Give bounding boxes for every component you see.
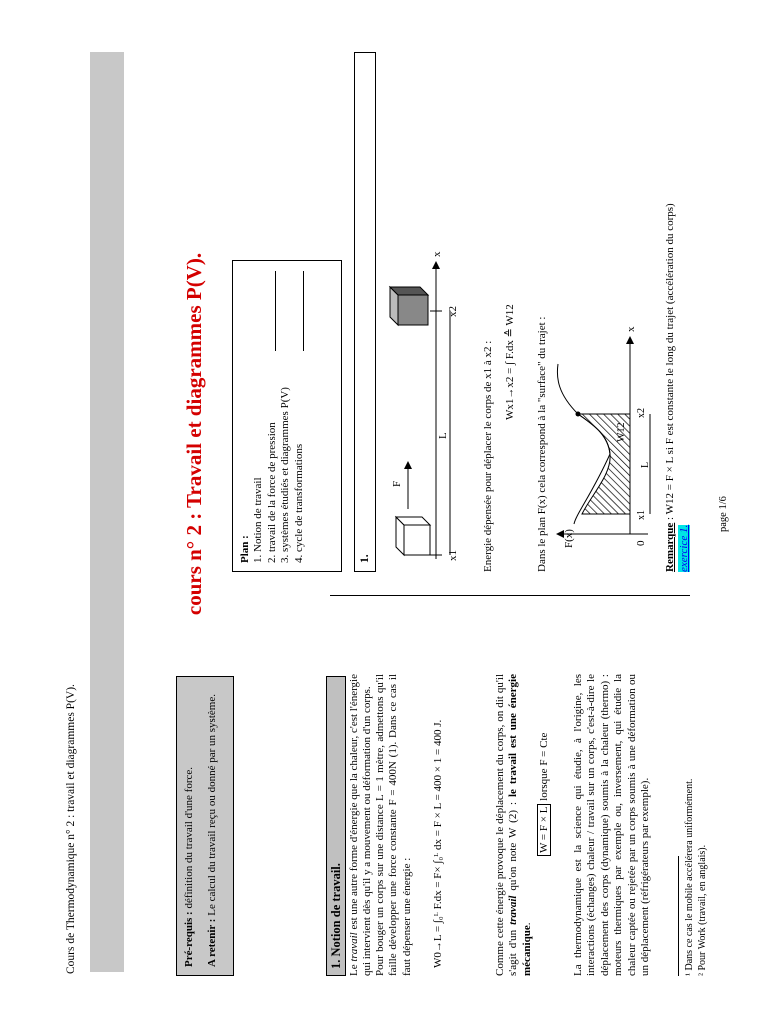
retain-text: Le calcul du travail reçu ou donné par un système. — [206, 694, 219, 919]
footnote-1: ¹ Dans ce cas le mobile accélérera uniformément. — [684, 778, 695, 976]
force-arrowhead — [404, 461, 412, 469]
section-1-paragraph-2: Pour bouger un corps sur une distance L = 1 mètre, admettons qu'il faille développer une force constante F = 400N (1). Dans ce cas il faut dépenser une énergie : — [374, 674, 413, 976]
plan-item: 3. systèmes étudiés et diagrammes P(V) — [279, 387, 292, 563]
plan-item: 2. travail de la force de pression — [265, 422, 278, 563]
p3-middle: qu'on note W (2) : — [507, 797, 520, 896]
remark — [664, 52, 677, 572]
exercise-link[interactable]: exercice 1. — [678, 524, 690, 572]
equation-condition: lorsque F = Cte — [538, 732, 550, 804]
boxed-equation: W = F × L — [537, 804, 551, 856]
footnote-separator — [678, 856, 679, 976]
x-axis-arrowhead — [432, 261, 440, 269]
right-section-box: 1. — [354, 52, 376, 572]
p1-emphasis: travail — [348, 932, 360, 962]
section-1-paragraph-4: La thermodynamique est la science qui étudie, à l'origine, les interactions (échanges) chaleur / travail sur un corps, c'est-à-dire le déplacement des corps (dynamique) soumis à la chaleur (thermo) : moteurs thermiques par exemple ou, inversement, qui étudie la chaleur captée ou rejetée par un corps soumis à une déformation ou un déplacement (réfrigérateurs par exemple). — [572, 674, 652, 976]
section-1-paragraph-3: Comme cette énergie provoque le déplacement du corps, on dit qu'il s'agit d'un travail qu'on note W (2) : le travail est une énergie mécanique. — [494, 674, 533, 976]
constant-force-equation — [538, 733, 551, 856]
x-axis-label: x — [431, 251, 443, 257]
running-header: Cours de Thermodynamique n° 2 : travail et diagrammes P(V). — [65, 684, 77, 974]
plan-label: Plan : — [239, 535, 251, 563]
end-point-marker — [576, 412, 581, 417]
p3-emphasis: travail — [507, 895, 520, 925]
plan-fx-text: Dans le plan F(x) cela correspond à la "surface" du trajet : — [536, 316, 548, 572]
page-number: page 1/6 — [718, 496, 729, 532]
section-1-heading: 1. Notion de travail. — [326, 676, 346, 976]
x1-label-2: x1 — [636, 510, 647, 520]
header-gray-band — [90, 52, 124, 972]
origin-label: 0 — [635, 540, 647, 546]
remark-text: : W12 = F × L si F est constante le long du trajet (accélération du corps) — [664, 203, 676, 523]
force-label: F — [391, 480, 403, 487]
p1-end: est une autre forme d'énergie que la chaleur, c'est l'énergie qui intervient dès qu'il y a mouvement ou déformation d'un corps. — [348, 674, 374, 976]
fx-axis-label: F(x) — [563, 529, 575, 548]
prereq-label: Pré-requis : — [183, 911, 195, 967]
displacement-figure — [384, 239, 464, 569]
w12-label: W12 — [616, 422, 627, 442]
p1-start: Le — [348, 961, 360, 976]
x-axis-2-arrowhead — [626, 336, 634, 344]
retain-line — [206, 685, 219, 967]
plan-rule — [275, 271, 276, 351]
work-integral-equation: Wx1→x2 = ∫ F.dx ≙ W12 — [504, 304, 516, 420]
force-curve-figure — [552, 314, 656, 554]
length-label: L — [437, 432, 449, 439]
prereq-line — [183, 685, 196, 967]
plan-item: 1. Notion de travail — [252, 477, 265, 563]
plan-item: 4. cycle de transformations — [292, 443, 305, 563]
course-title: cours n° 2 : Travail et diagrammes P(V). — [182, 252, 206, 616]
x-axis-2-label: x — [625, 326, 637, 332]
section-1-paragraph-1 — [348, 674, 375, 976]
prereq-text: définition du travail d'une force. — [183, 766, 195, 912]
x1-label: x1 — [447, 550, 459, 561]
x2-label: x2 — [447, 306, 459, 317]
cube-end-icon — [390, 287, 428, 325]
prerequisites-box — [176, 676, 234, 976]
column-separator — [330, 595, 690, 596]
x2-label-2: x2 — [636, 408, 647, 418]
energy-text: Energie dépensée pour déplacer le corps de x1 à x2 : — [482, 340, 494, 572]
length-label-2: L — [640, 461, 651, 468]
footnote-2: ² Pour Work (travail, en anglais). — [697, 844, 708, 976]
work-equation: W0→L = ∫₀ᴸ F.dx = F× ∫₀ᴸ dx = F × L = 400 × 1 = 400 J. — [432, 719, 444, 968]
retain-label: A retenir : — [206, 918, 219, 967]
plan-rule — [303, 271, 304, 351]
exercise-link-container — [678, 525, 691, 572]
plan-box — [232, 260, 342, 572]
p3-bold: le travail est une énergie mécanique — [507, 674, 533, 976]
cube-start-icon — [396, 517, 430, 555]
p3-start: Comme cette énergie provoque le déplacement du corps, on dit qu'il s'agit d'un — [494, 674, 520, 976]
remark-label: Remarque — [664, 522, 676, 572]
